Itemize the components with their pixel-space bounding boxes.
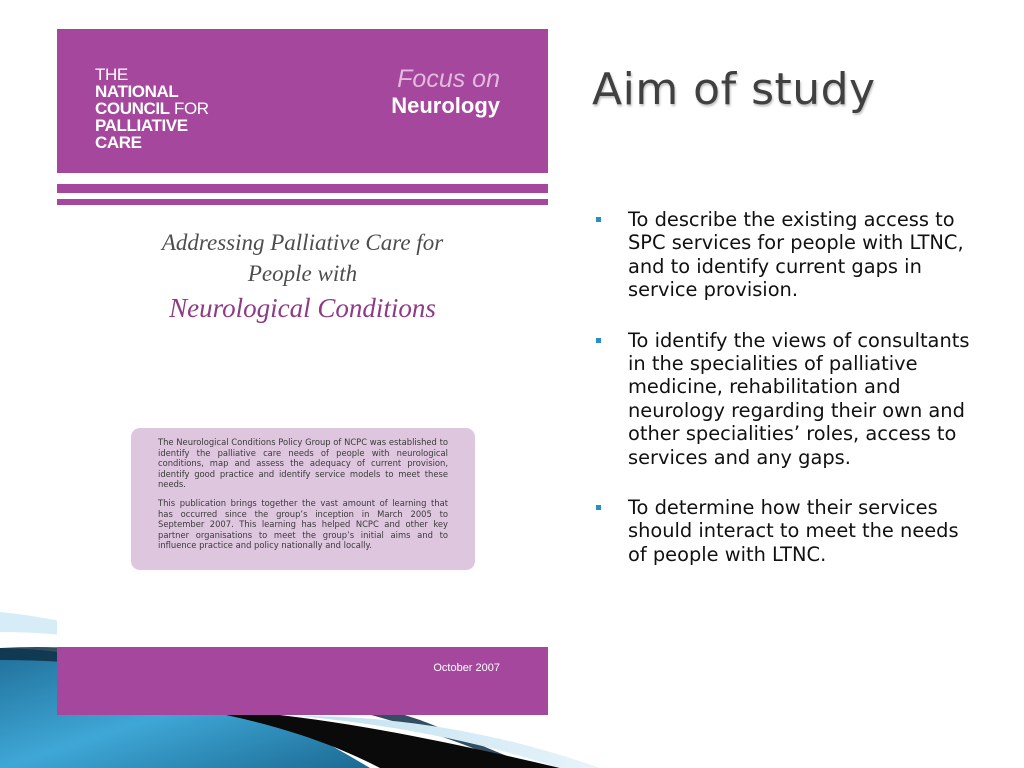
cover-date: October 2007 <box>433 662 500 674</box>
logo-line: PALLIATIVE <box>95 116 188 135</box>
bullet-text: To identify the views of consultants in the specialities of palliative medicine, rehabilitation and neurology regarding their own and other specialities’ roles, access to services and any gaps. <box>628 328 970 469</box>
list-item <box>592 496 972 566</box>
slide-title: Aim of study <box>592 64 876 115</box>
logo-line: COUNCIL <box>95 99 170 118</box>
bullet-text: To describe the existing access to SPC services for people with LTNC, and to identify current gaps in service provision. <box>628 208 964 302</box>
cover-title-line: Neurological Conditions <box>169 293 436 323</box>
ncpc-logo <box>95 66 245 151</box>
logo-line: THE <box>95 65 128 84</box>
list-item <box>592 208 972 302</box>
summary-paragraph: The Neurological Conditions Policy Group of NCPC was established to identify the palliative care needs of people with neurological conditions, map and assess the adequacy of current provision, identify good practice and identify service models to meet these needs. <box>158 437 448 490</box>
focus-on-label <box>391 65 500 119</box>
list-item <box>592 329 972 469</box>
report-cover-image <box>57 29 548 715</box>
cover-title <box>57 227 548 327</box>
logo-line: CARE <box>95 133 142 152</box>
square-bullet-icon <box>596 338 601 343</box>
focus-topic-text: Neurology <box>391 93 500 118</box>
bullet-text: To determine how their services should interact to meet the needs of people with LTNC. <box>628 496 959 566</box>
logo-line: NATIONAL <box>95 82 179 101</box>
square-bullet-icon <box>596 217 601 222</box>
cover-title-line: Addressing Palliative Care for <box>161 230 444 255</box>
logo-line: FOR <box>169 99 209 118</box>
square-bullet-icon <box>596 505 601 510</box>
cover-title-line: People with <box>247 261 358 286</box>
aims-bullet-list <box>592 208 972 593</box>
summary-paragraph: This publication brings together the vast amount of learning that has occurred since the group’s inception in March 2005 to September 2007. This learning has helped NCPC and other key partner organisations to meet the group’s initial aims and to influence practice and policy nationally and locally. <box>158 497 448 551</box>
cover-header-band <box>57 29 548 173</box>
focus-on-text: Focus on <box>397 65 500 93</box>
cover-footer-band <box>57 647 548 715</box>
cover-stripe <box>57 184 548 193</box>
cover-stripe <box>57 199 548 205</box>
cover-summary-box <box>131 428 475 570</box>
